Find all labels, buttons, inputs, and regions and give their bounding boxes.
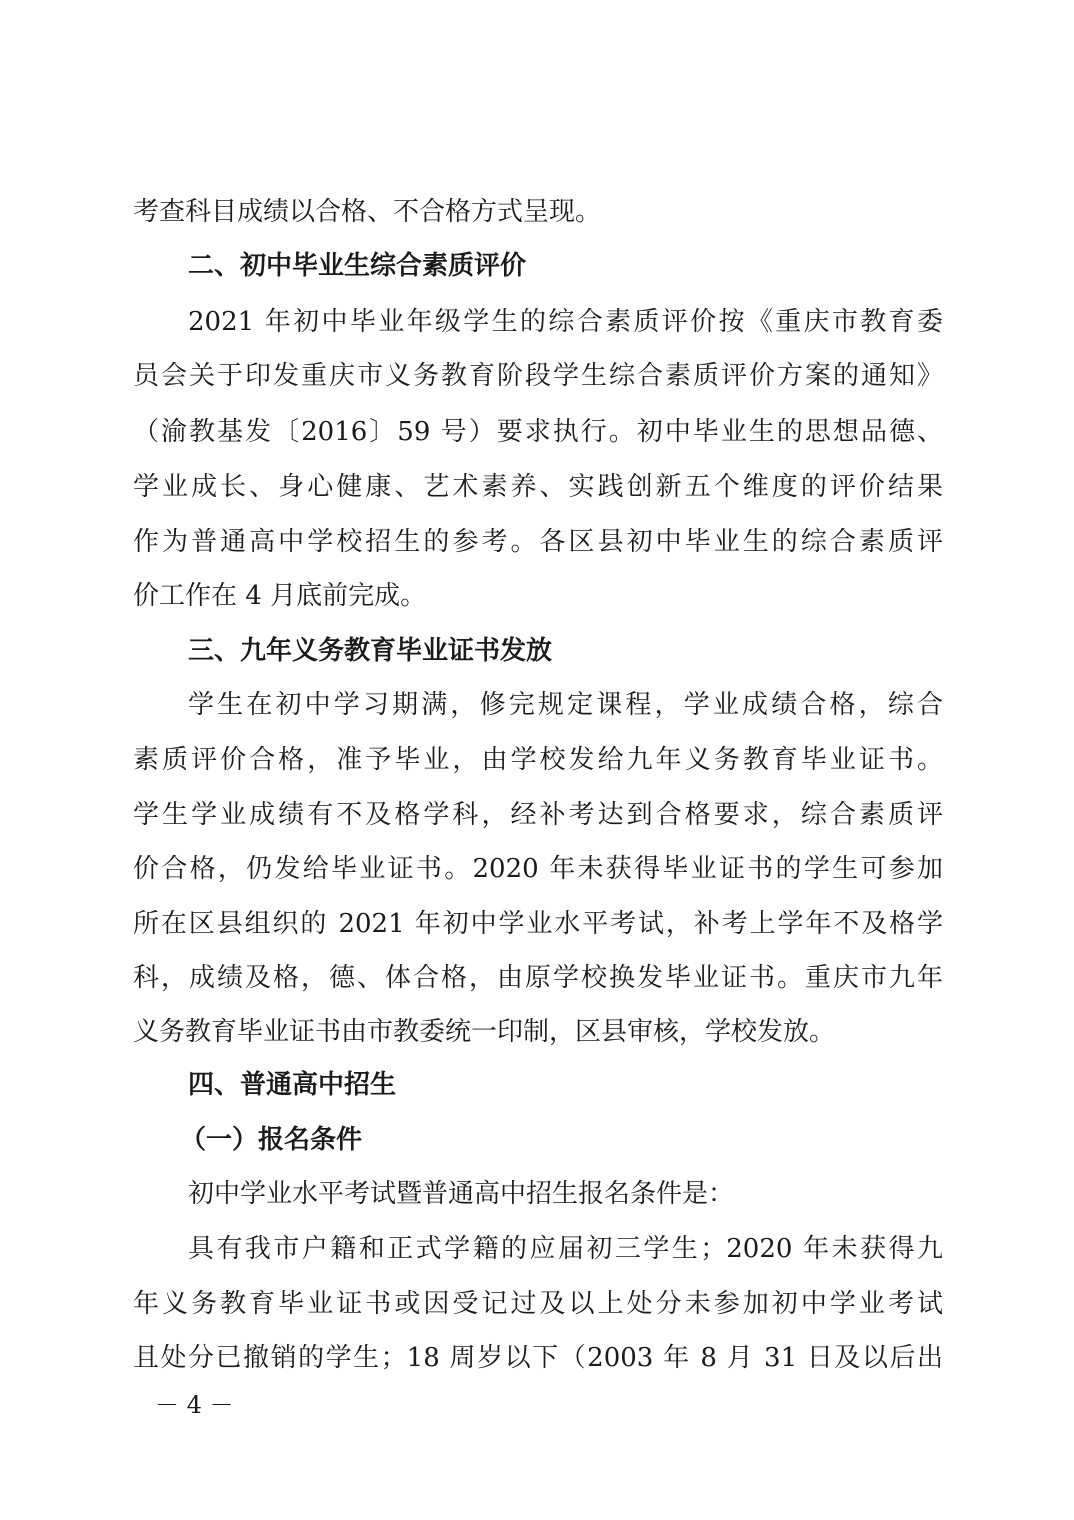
section-heading: 四、普通高中招生 xyxy=(188,1070,397,1100)
body-text-line: 年义务教育毕业证书或因受记过及以上处分未参加初中学业考试 xyxy=(133,1289,943,1319)
body-text-line: 学业成长、身心健康、艺术素养、实践创新五个维度的评价结果 xyxy=(133,472,943,502)
section-heading: 二、初中毕业生综合素质评价 xyxy=(188,251,527,281)
body-text-line: 所在区县组织的 2021 年初中学业水平考试，补考上学年不及格学 xyxy=(133,909,943,939)
body-text-line: 具有我市户籍和正式学籍的应届初三学生；2020 年未获得九 xyxy=(188,1234,943,1264)
body-text-line: 义务教育毕业证书由市教委统一印制，区县审核，学校发放。 xyxy=(133,1017,836,1047)
page-number: － 4 － xyxy=(155,1391,234,1419)
body-text-line: 价合格，仍发给毕业证书。2020 年未获得毕业证书的学生可参加 xyxy=(133,854,943,884)
body-text-line: （渝教基发〔2016〕59 号）要求执行。初中毕业生的思想品德、 xyxy=(133,417,943,447)
body-text-line: 价工作在 4 月底前完成。 xyxy=(133,581,427,611)
body-text-line: 学生学业成绩有不及格学科，经补考达到合格要求，综合素质评 xyxy=(133,800,943,830)
body-text-line: 且处分已撤销的学生；18 周岁以下（2003 年 8 月 31 日及以后出 xyxy=(133,1343,943,1373)
body-text-line: 作为普通高中学校招生的参考。各区县初中毕业生的综合素质评 xyxy=(133,527,943,557)
body-text-line: 考查科目成绩以合格、不合格方式呈现。 xyxy=(133,197,602,227)
body-text-line: 员会关于印发重庆市义务教育阶段学生综合素质评价方案的通知》 xyxy=(133,361,943,391)
body-text-line: 素质评价合格，准予毕业，由学校发给九年义务教育毕业证书。 xyxy=(133,745,943,775)
section-heading: 三、九年义务教育毕业证书发放 xyxy=(188,636,553,666)
body-text-line: 初中学业水平考试暨普通高中招生报名条件是： xyxy=(188,1179,735,1209)
body-text-line: 科，成绩及格，德、体合格，由原学校换发毕业证书。重庆市九年 xyxy=(133,963,943,993)
body-text-line: 学生在初中学习期满，修完规定课程，学业成绩合格，综合 xyxy=(188,690,943,720)
subsection-heading: （一）报名条件 xyxy=(180,1125,363,1155)
body-text-line: 2021 年初中毕业年级学生的综合素质评价按《重庆市教育委 xyxy=(188,307,943,337)
